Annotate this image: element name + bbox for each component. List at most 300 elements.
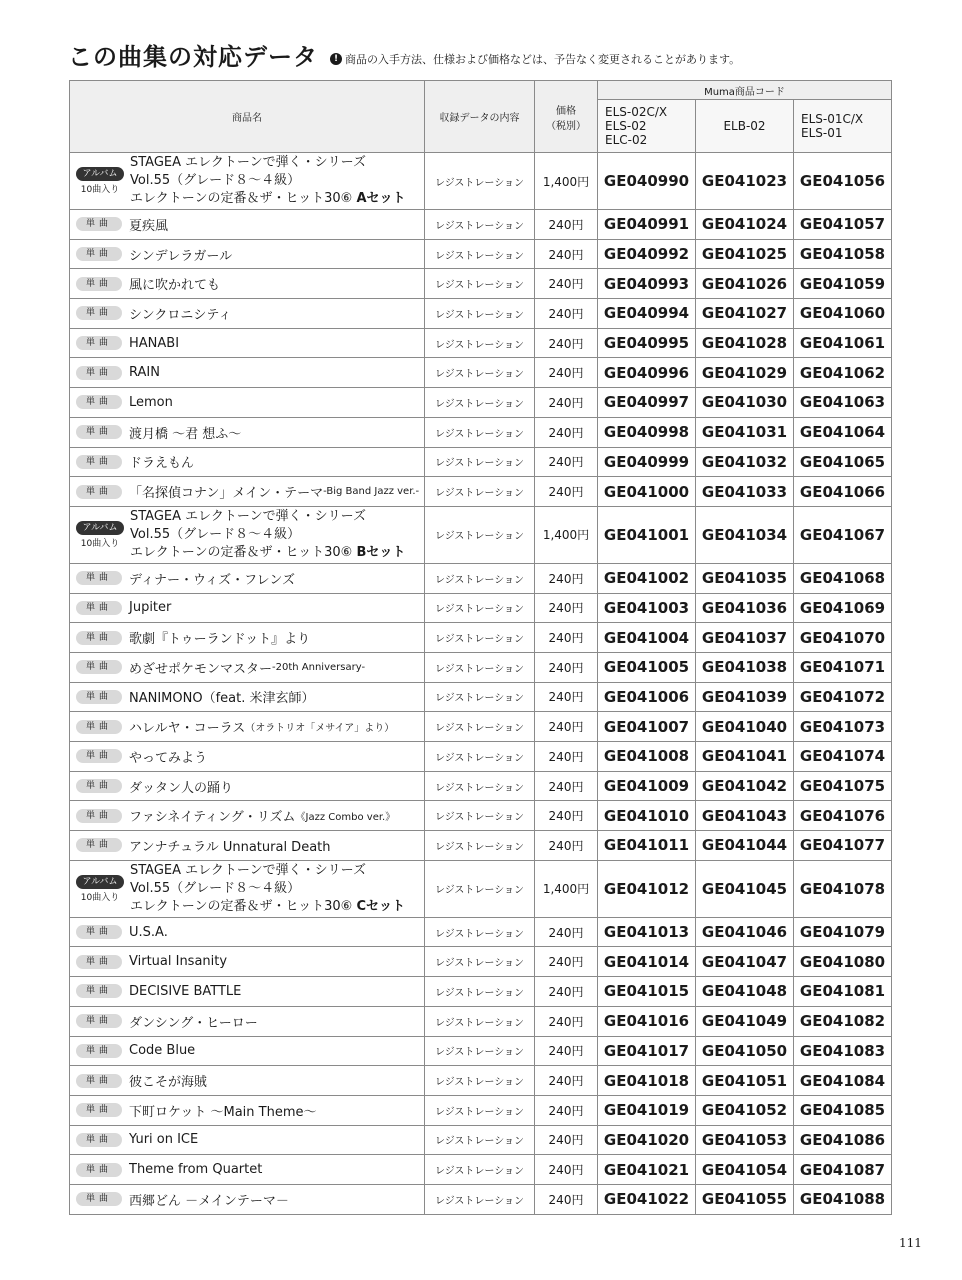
table-row xyxy=(70,388,892,418)
header-name: 商品名 xyxy=(70,81,425,153)
code-elb02: GE041045 xyxy=(696,860,794,917)
single-badge: 単曲 xyxy=(76,690,122,704)
code-els01: GE041081 xyxy=(794,977,892,1007)
single-badge: 単曲 xyxy=(76,984,122,998)
product-name-cell xyxy=(70,860,425,917)
table-row xyxy=(70,712,892,742)
code-els02: GE040996 xyxy=(598,358,696,388)
code-elb02: GE041033 xyxy=(696,477,794,507)
product-name-cell xyxy=(70,477,425,507)
notice-text: 商品の入手方法、仕様および価格などは、予告なく変更されることがあります。 xyxy=(345,53,741,66)
code-els01: GE041075 xyxy=(794,771,892,801)
product-name-cell xyxy=(70,1066,425,1096)
single-badge: 単曲 xyxy=(76,217,122,231)
table-row xyxy=(70,801,892,831)
album-row xyxy=(70,506,892,563)
notice xyxy=(330,51,740,67)
table-row xyxy=(70,328,892,358)
code-els01: GE041070 xyxy=(794,623,892,653)
code-els02: GE041015 xyxy=(598,977,696,1007)
code-els01: GE041079 xyxy=(794,917,892,947)
code-els01: GE041085 xyxy=(794,1095,892,1125)
table-row xyxy=(70,652,892,682)
price-cell: 240円 xyxy=(535,623,598,653)
song-title: Theme from Quartet xyxy=(129,1162,263,1178)
single-badge: 単曲 xyxy=(76,395,122,409)
product-name-cell xyxy=(70,652,425,682)
song-title: ファシネイティング・リズム xyxy=(129,810,296,826)
album-title: STAGEA エレクトーンで弾く・シリーズ Vol.55（グレード８～４級） エレクトーンの定番＆ザ・ヒット30⑥ Bセット xyxy=(130,508,406,560)
product-name-cell xyxy=(70,506,425,563)
price-cell: 240円 xyxy=(535,1036,598,1066)
code-els01: GE041064 xyxy=(794,417,892,447)
code-els01: GE041073 xyxy=(794,712,892,742)
song-title: Virtual Insanity xyxy=(129,954,228,970)
product-name-cell xyxy=(70,623,425,653)
song-title: 風に吹かれても xyxy=(129,278,221,294)
song-title: HANABI xyxy=(129,335,180,351)
product-name-cell xyxy=(70,682,425,712)
price-cell: 240円 xyxy=(535,210,598,240)
album-badge: アルバム 10曲入り xyxy=(76,167,124,195)
code-els02: GE041009 xyxy=(598,771,696,801)
price-cell: 240円 xyxy=(535,358,598,388)
price-cell: 240円 xyxy=(535,593,598,623)
song-title: 彼こそが海賊 xyxy=(129,1075,208,1091)
product-name-cell xyxy=(70,417,425,447)
content-cell: レジストレーション xyxy=(425,977,535,1007)
code-elb02: GE041042 xyxy=(696,771,794,801)
product-name-cell xyxy=(70,801,425,831)
table-row xyxy=(70,831,892,861)
code-elb02: GE041027 xyxy=(696,299,794,329)
content-cell: レジストレーション xyxy=(425,1036,535,1066)
code-elb02: GE041050 xyxy=(696,1036,794,1066)
table-body xyxy=(70,153,892,1215)
header-content: 収録データの内容 xyxy=(425,81,535,153)
content-cell: レジストレーション xyxy=(425,860,535,917)
song-title: 「名探偵コナン」メイン・テーマ xyxy=(129,486,324,502)
code-els01: GE041062 xyxy=(794,358,892,388)
price-cell: 240円 xyxy=(535,239,598,269)
price-cell: 240円 xyxy=(535,742,598,772)
single-badge: 単曲 xyxy=(76,749,122,763)
content-cell: レジストレーション xyxy=(425,1155,535,1185)
code-els01: GE041076 xyxy=(794,801,892,831)
code-elb02: GE041032 xyxy=(696,447,794,477)
code-elb02: GE041039 xyxy=(696,682,794,712)
content-cell: レジストレーション xyxy=(425,328,535,358)
content-cell: レジストレーション xyxy=(425,153,535,210)
table-row xyxy=(70,977,892,1007)
code-elb02: GE041035 xyxy=(696,563,794,593)
table-row xyxy=(70,1155,892,1185)
code-els01: GE041058 xyxy=(794,239,892,269)
table-row xyxy=(70,210,892,240)
code-els02: GE041005 xyxy=(598,652,696,682)
code-els02: GE041002 xyxy=(598,563,696,593)
table-row xyxy=(70,239,892,269)
header-price xyxy=(535,81,598,153)
song-title: 西郷どん －メインテーマ－ xyxy=(129,1193,289,1209)
price-cell: 240円 xyxy=(535,1125,598,1155)
product-name-cell xyxy=(70,1006,425,1036)
code-els02: GE040992 xyxy=(598,239,696,269)
single-badge: 単曲 xyxy=(76,1014,122,1028)
content-cell: レジストレーション xyxy=(425,1125,535,1155)
album-badge: アルバム 10曲入り xyxy=(76,875,124,903)
song-title: 渡月橋 ～君 想ふ～ xyxy=(129,426,242,442)
product-name-cell xyxy=(70,210,425,240)
price-cell: 240円 xyxy=(535,831,598,861)
price-cell: 240円 xyxy=(535,977,598,1007)
code-els01: GE041082 xyxy=(794,1006,892,1036)
table-row xyxy=(70,623,892,653)
product-code-table xyxy=(69,80,892,1215)
code-elb02: GE041055 xyxy=(696,1184,794,1214)
single-badge: 単曲 xyxy=(76,809,122,823)
code-elb02: GE041047 xyxy=(696,947,794,977)
code-elb02: GE041034 xyxy=(696,506,794,563)
content-cell: レジストレーション xyxy=(425,417,535,447)
song-title-suffix: （オラトリオ「メサイア」より） xyxy=(245,723,395,735)
content-cell: レジストレーション xyxy=(425,917,535,947)
content-cell: レジストレーション xyxy=(425,506,535,563)
single-badge: 単曲 xyxy=(76,1103,122,1117)
price-cell: 240円 xyxy=(535,1066,598,1096)
content-cell: レジストレーション xyxy=(425,682,535,712)
price-cell: 240円 xyxy=(535,1155,598,1185)
song-title: U.S.A. xyxy=(129,924,168,940)
set-label: Bセット xyxy=(356,544,406,560)
content-cell: レジストレーション xyxy=(425,1006,535,1036)
price-cell: 240円 xyxy=(535,477,598,507)
product-name-cell xyxy=(70,947,425,977)
table-row xyxy=(70,477,892,507)
code-elb02: GE041043 xyxy=(696,801,794,831)
table-row xyxy=(70,563,892,593)
album-badge: アルバム 10曲入り xyxy=(76,521,124,549)
song-title: ディナー・ウィズ・フレンズ xyxy=(129,572,295,588)
product-name-cell xyxy=(70,1095,425,1125)
single-badge: 単曲 xyxy=(76,1133,122,1147)
content-cell: レジストレーション xyxy=(425,358,535,388)
content-cell: レジストレーション xyxy=(425,947,535,977)
code-els01: GE041066 xyxy=(794,477,892,507)
content-cell: レジストレーション xyxy=(425,1095,535,1125)
product-name-cell xyxy=(70,742,425,772)
single-badge: 単曲 xyxy=(76,485,122,499)
single-badge: 単曲 xyxy=(76,277,122,291)
song-title-suffix: -Big Band Jazz ver.- xyxy=(323,486,420,498)
price-cell: 1,400円 xyxy=(535,860,598,917)
code-els02: GE041001 xyxy=(598,506,696,563)
single-badge: 単曲 xyxy=(76,838,122,852)
single-badge: 単曲 xyxy=(76,455,122,469)
content-cell: レジストレーション xyxy=(425,801,535,831)
code-els02: GE041022 xyxy=(598,1184,696,1214)
price-cell: 240円 xyxy=(535,652,598,682)
content-cell: レジストレーション xyxy=(425,563,535,593)
table-row xyxy=(70,1184,892,1214)
table-row xyxy=(70,682,892,712)
product-name-cell xyxy=(70,299,425,329)
content-cell: レジストレーション xyxy=(425,239,535,269)
product-name-cell xyxy=(70,1125,425,1155)
single-badge: 単曲 xyxy=(76,720,122,734)
product-name-cell xyxy=(70,358,425,388)
single-badge: 単曲 xyxy=(76,571,122,585)
product-name-cell xyxy=(70,153,425,210)
code-els01: GE041065 xyxy=(794,447,892,477)
price-cell: 240円 xyxy=(535,417,598,447)
price-cell: 1,400円 xyxy=(535,506,598,563)
song-title: Yuri on ICE xyxy=(129,1132,199,1148)
table-row xyxy=(70,299,892,329)
product-name-cell xyxy=(70,917,425,947)
content-cell: レジストレーション xyxy=(425,831,535,861)
product-name-cell xyxy=(70,239,425,269)
code-elb02: GE041038 xyxy=(696,652,794,682)
code-els02: GE040994 xyxy=(598,299,696,329)
code-elb02: GE041031 xyxy=(696,417,794,447)
price-cell: 240円 xyxy=(535,328,598,358)
table-row xyxy=(70,947,892,977)
song-title: 下町ロケット ～Main Theme～ xyxy=(129,1104,317,1120)
table-row xyxy=(70,742,892,772)
price-cell: 240円 xyxy=(535,563,598,593)
price-cell: 240円 xyxy=(535,1095,598,1125)
album-row xyxy=(70,860,892,917)
code-els02: GE040998 xyxy=(598,417,696,447)
song-title-suffix: 《Jazz Combo ver.》 xyxy=(295,812,396,824)
table-row xyxy=(70,269,892,299)
code-elb02: GE041046 xyxy=(696,917,794,947)
code-elb02: GE041044 xyxy=(696,831,794,861)
album-title: STAGEA エレクトーンで弾く・シリーズ Vol.55（グレード８～４級） エレクトーンの定番＆ザ・ヒット30⑥ Cセット xyxy=(130,862,405,914)
product-name-cell xyxy=(70,447,425,477)
content-cell: レジストレーション xyxy=(425,652,535,682)
code-els02: GE041018 xyxy=(598,1066,696,1096)
code-elb02: GE041051 xyxy=(696,1066,794,1096)
content-cell: レジストレーション xyxy=(425,712,535,742)
table-row xyxy=(70,1006,892,1036)
content-cell: レジストレーション xyxy=(425,447,535,477)
table-row xyxy=(70,1125,892,1155)
content-cell: レジストレーション xyxy=(425,299,535,329)
song-title: DECISIVE BATTLE xyxy=(129,983,242,999)
code-els01: GE041072 xyxy=(794,682,892,712)
table-row xyxy=(70,917,892,947)
code-els01: GE041078 xyxy=(794,860,892,917)
code-els02: GE041011 xyxy=(598,831,696,861)
content-cell: レジストレーション xyxy=(425,388,535,418)
table-row xyxy=(70,1066,892,1096)
song-title: Jupiter xyxy=(129,600,172,616)
code-els01: GE041060 xyxy=(794,299,892,329)
price-cell: 240円 xyxy=(535,682,598,712)
song-title: ダンシング・ヒーロー xyxy=(129,1015,258,1031)
code-elb02: GE041049 xyxy=(696,1006,794,1036)
table-row xyxy=(70,447,892,477)
code-els01: GE041063 xyxy=(794,388,892,418)
code-els02: GE040991 xyxy=(598,210,696,240)
product-name-cell xyxy=(70,593,425,623)
code-els02: GE041007 xyxy=(598,712,696,742)
code-elb02: GE041052 xyxy=(696,1095,794,1125)
content-cell: レジストレーション xyxy=(425,623,535,653)
code-els01: GE041057 xyxy=(794,210,892,240)
album-row xyxy=(70,153,892,210)
code-els02: GE041017 xyxy=(598,1036,696,1066)
code-elb02: GE041023 xyxy=(696,153,794,210)
price-cell: 240円 xyxy=(535,917,598,947)
song-title: めざせポケモンマスター xyxy=(129,661,273,677)
single-badge: 単曲 xyxy=(76,601,122,615)
table-row xyxy=(70,1036,892,1066)
code-els01: GE041069 xyxy=(794,593,892,623)
code-els02: GE040993 xyxy=(598,269,696,299)
product-name-cell xyxy=(70,831,425,861)
code-els01: GE041084 xyxy=(794,1066,892,1096)
price-cell: 240円 xyxy=(535,712,598,742)
song-title: ハレルヤ・コーラス xyxy=(129,721,246,737)
single-badge: 単曲 xyxy=(76,779,122,793)
code-els01: GE041056 xyxy=(794,153,892,210)
code-elb02: GE041036 xyxy=(696,593,794,623)
single-badge: 単曲 xyxy=(76,336,122,350)
song-title: 夏疾風 xyxy=(129,218,169,234)
single-badge: 単曲 xyxy=(76,660,122,674)
code-elb02: GE041053 xyxy=(696,1125,794,1155)
code-els02: GE041014 xyxy=(598,947,696,977)
code-els01: GE041074 xyxy=(794,742,892,772)
single-badge: 単曲 xyxy=(76,1044,122,1058)
code-elb02: GE041041 xyxy=(696,742,794,772)
song-title: RAIN xyxy=(129,365,160,381)
code-els02: GE041004 xyxy=(598,623,696,653)
header-price-line2: （税別） xyxy=(546,120,586,132)
header-code-els02: ELS-02C/X ELS-02 ELC-02 xyxy=(598,100,696,153)
code-els02: GE041000 xyxy=(598,477,696,507)
single-badge: 単曲 xyxy=(76,1192,122,1206)
code-els01: GE041071 xyxy=(794,652,892,682)
table-row xyxy=(70,593,892,623)
content-cell: レジストレーション xyxy=(425,771,535,801)
price-cell: 240円 xyxy=(535,447,598,477)
song-title: シンクロニシティ xyxy=(129,307,232,323)
code-els01: GE041068 xyxy=(794,563,892,593)
code-elb02: GE041029 xyxy=(696,358,794,388)
page-title: この曲集の対応データ xyxy=(68,43,318,71)
product-name-cell xyxy=(70,328,425,358)
code-els02: GE041016 xyxy=(598,1006,696,1036)
product-name-cell xyxy=(70,1184,425,1214)
product-name-cell xyxy=(70,1036,425,1066)
song-title-suffix: -20th Anniversary- xyxy=(272,661,366,673)
song-title: ドラえもん xyxy=(129,456,195,472)
content-cell: レジストレーション xyxy=(425,477,535,507)
code-elb02: GE041025 xyxy=(696,239,794,269)
price-cell: 240円 xyxy=(535,1184,598,1214)
song-title: アンナチュラル Unnatural Death xyxy=(129,839,331,855)
code-elb02: GE041054 xyxy=(696,1155,794,1185)
code-elb02: GE041040 xyxy=(696,712,794,742)
code-els01: GE041061 xyxy=(794,328,892,358)
product-name-cell xyxy=(70,712,425,742)
set-label: Aセット xyxy=(356,191,406,206)
content-cell: レジストレーション xyxy=(425,742,535,772)
page-header xyxy=(68,42,740,72)
code-els01: GE041086 xyxy=(794,1125,892,1155)
song-title: シンデレラガール xyxy=(129,248,233,264)
content-cell: レジストレーション xyxy=(425,593,535,623)
code-els02: GE041006 xyxy=(598,682,696,712)
code-els01: GE041059 xyxy=(794,269,892,299)
code-elb02: GE041037 xyxy=(696,623,794,653)
single-badge: 単曲 xyxy=(76,1074,122,1088)
single-badge: 単曲 xyxy=(76,247,122,261)
product-name-cell xyxy=(70,388,425,418)
song-title: やってみよう xyxy=(129,750,208,766)
page-number: 111 xyxy=(899,1236,922,1250)
price-cell: 240円 xyxy=(535,771,598,801)
code-elb02: GE041024 xyxy=(696,210,794,240)
song-title: ダッタン人の踊り xyxy=(129,780,234,796)
table-row xyxy=(70,417,892,447)
single-badge: 単曲 xyxy=(76,366,122,380)
set-label: Cセット xyxy=(356,898,405,914)
single-badge: 単曲 xyxy=(76,955,122,969)
code-els02: GE041019 xyxy=(598,1095,696,1125)
content-cell: レジストレーション xyxy=(425,1066,535,1096)
price-cell: 240円 xyxy=(535,388,598,418)
code-els02: GE040997 xyxy=(598,388,696,418)
code-els01: GE041067 xyxy=(794,506,892,563)
content-cell: レジストレーション xyxy=(425,1184,535,1214)
song-title: Lemon xyxy=(129,394,173,410)
code-els01: GE041080 xyxy=(794,947,892,977)
product-name-cell xyxy=(70,269,425,299)
single-badge: 単曲 xyxy=(76,1163,122,1177)
single-badge: 単曲 xyxy=(76,425,122,439)
code-els02: GE041008 xyxy=(598,742,696,772)
code-els02: GE040990 xyxy=(598,153,696,210)
header-price-line1: 価格 xyxy=(556,105,576,117)
single-badge: 単曲 xyxy=(76,925,122,939)
price-cell: 240円 xyxy=(535,947,598,977)
code-els01: GE041077 xyxy=(794,831,892,861)
code-els01: GE041087 xyxy=(794,1155,892,1185)
header-code-els01: ELS-01C/X ELS-01 xyxy=(794,100,892,153)
table-row xyxy=(70,771,892,801)
code-els02: GE041012 xyxy=(598,860,696,917)
exclamation-icon: ! xyxy=(330,53,342,65)
price-cell: 1,400円 xyxy=(535,153,598,210)
code-els02: GE041003 xyxy=(598,593,696,623)
album-title: STAGEA エレクトーンで弾く・シリーズ Vol.55（グレード８～４級） エレクトーンの定番＆ザ・ヒット30⑥ Aセット xyxy=(130,155,406,206)
product-name-cell xyxy=(70,563,425,593)
header-muma-code: Muma商品コード xyxy=(598,81,892,100)
single-badge: 単曲 xyxy=(76,631,122,645)
price-cell: 240円 xyxy=(535,299,598,329)
song-title: NANIMONO（feat. 米津玄師） xyxy=(129,691,315,707)
header-code-elb02: ELB-02 xyxy=(696,100,794,153)
code-elb02: GE041026 xyxy=(696,269,794,299)
code-els01: GE041083 xyxy=(794,1036,892,1066)
code-els02: GE041010 xyxy=(598,801,696,831)
price-cell: 240円 xyxy=(535,801,598,831)
